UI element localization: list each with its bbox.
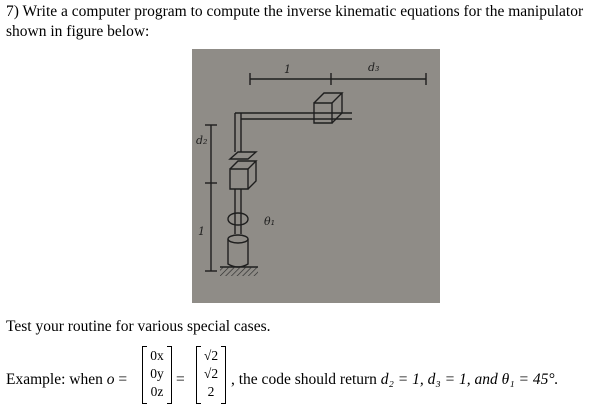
vector-component-z: 0z <box>150 384 164 399</box>
value-vector <box>200 346 222 402</box>
value-x: √2 <box>203 348 219 363</box>
value-z: 2 <box>207 384 215 399</box>
equals-sign: = <box>176 371 185 388</box>
question-line-2: shown in figure below: <box>6 23 150 40</box>
example-prefix: Example: when o = <box>6 371 128 388</box>
manipulator-figure <box>192 49 440 303</box>
figure-label-1-top: 1 <box>284 63 291 76</box>
symbolic-vector <box>146 346 168 402</box>
figure-label-1-left: 1 <box>198 225 205 238</box>
figure-label-theta1: θ₁ <box>264 215 276 228</box>
figure-label-d2: d₂ <box>196 134 208 147</box>
test-text: Test your routine for various special cases. <box>6 318 271 335</box>
example-result: , the code should return d₂ = 1, d₃ = 1, and θ₁ = 45°. <box>231 371 559 388</box>
question-line-1: 7) Write a computer program to compute the inverse kinematic equations for the manipulator <box>6 3 584 20</box>
vector-component-x: 0x <box>150 348 164 363</box>
value-y: √2 <box>203 366 219 381</box>
question-text <box>6 2 602 42</box>
vector-component-y: 0y <box>150 366 164 381</box>
figure-label-d3: d₃ <box>368 61 380 74</box>
